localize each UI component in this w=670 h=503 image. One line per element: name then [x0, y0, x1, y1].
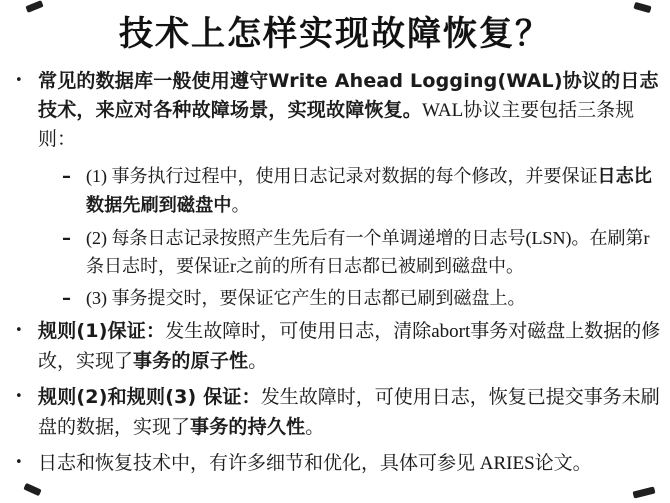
sub-bullet-item: [62, 162, 662, 220]
bold-text-segment: 日志比数据先刷到磁盘中: [86, 165, 653, 216]
bullet-text: [38, 449, 662, 478]
corner-mark-icon: [23, 483, 41, 496]
text-segment: 。: [231, 194, 250, 215]
bullet-item: [15, 317, 662, 376]
text-segment: 日志和恢复技术中，有许多细节和优化，具体可参见 ARIES论文。: [38, 452, 592, 474]
bullet-item: [15, 67, 662, 155]
bullet-text: [86, 224, 662, 280]
bullet-text: [86, 284, 662, 312]
bullet-item: [15, 383, 662, 442]
corner-mark-icon: [632, 486, 655, 498]
bullet-text: [86, 162, 662, 220]
text-segment: 发生故障时，可使用日志，恢复已提交事务未刷盘的数据，实现了: [38, 387, 660, 438]
bullet-item: [15, 449, 662, 478]
text-segment: (3) 事务提交时，要保证它产生的日志都已刷到磁盘上。: [86, 288, 526, 309]
bold-text-segment: 常见的数据库一般使用遵守Write Ahead Logging(WAL)协议的日志技术，来应对各种故障场景，实现故障恢复。: [38, 69, 659, 121]
bullet-text: [38, 383, 662, 442]
text-segment: 发生故障时，可使用日志，清除abort事务对磁盘上数据的修改，实现了: [38, 321, 661, 372]
bullet-text: [38, 317, 662, 376]
bold-text-segment: 规则(1)保证：: [38, 320, 166, 343]
bold-text-segment: 规则(2)和规则(3) 保证：: [38, 386, 261, 409]
text-segment: 。: [248, 350, 268, 372]
sub-bullet-item: [62, 224, 662, 280]
dash-marker-icon: –: [62, 165, 71, 187]
dash-marker-icon: –: [62, 288, 71, 310]
dash-marker-icon: –: [62, 227, 71, 249]
bullet-dot-icon: •: [15, 454, 23, 470]
sub-bullet-item: [62, 284, 662, 313]
text-segment: (1) 事务执行过程中，使用日志记录对数据的每个修改，并要保证: [86, 165, 598, 186]
corner-mark-icon: [25, 0, 43, 13]
corner-mark-icon: [633, 2, 651, 13]
bullet-dot-icon: •: [15, 72, 23, 88]
slide-title: 技术上怎样实现故障恢复？: [119, 14, 551, 54]
bullet-dot-icon: •: [15, 323, 23, 339]
bullet-text: [38, 67, 662, 155]
text-segment: WAL协议主要包括三条规则：: [38, 99, 635, 151]
bullet-list: [0, 65, 670, 479]
text-segment: 。: [305, 416, 325, 438]
bold-text-segment: 事务的原子性: [133, 349, 249, 372]
bold-text-segment: 事务的持久性: [190, 415, 306, 438]
bullet-dot-icon: •: [15, 389, 23, 405]
text-segment: (2) 每条日志记录按照产生先后有一个单调递增的日志号(LSN)。在刷第r条日志时，要保证r之前的所有日志都已被刷到磁盘中。: [86, 227, 650, 277]
